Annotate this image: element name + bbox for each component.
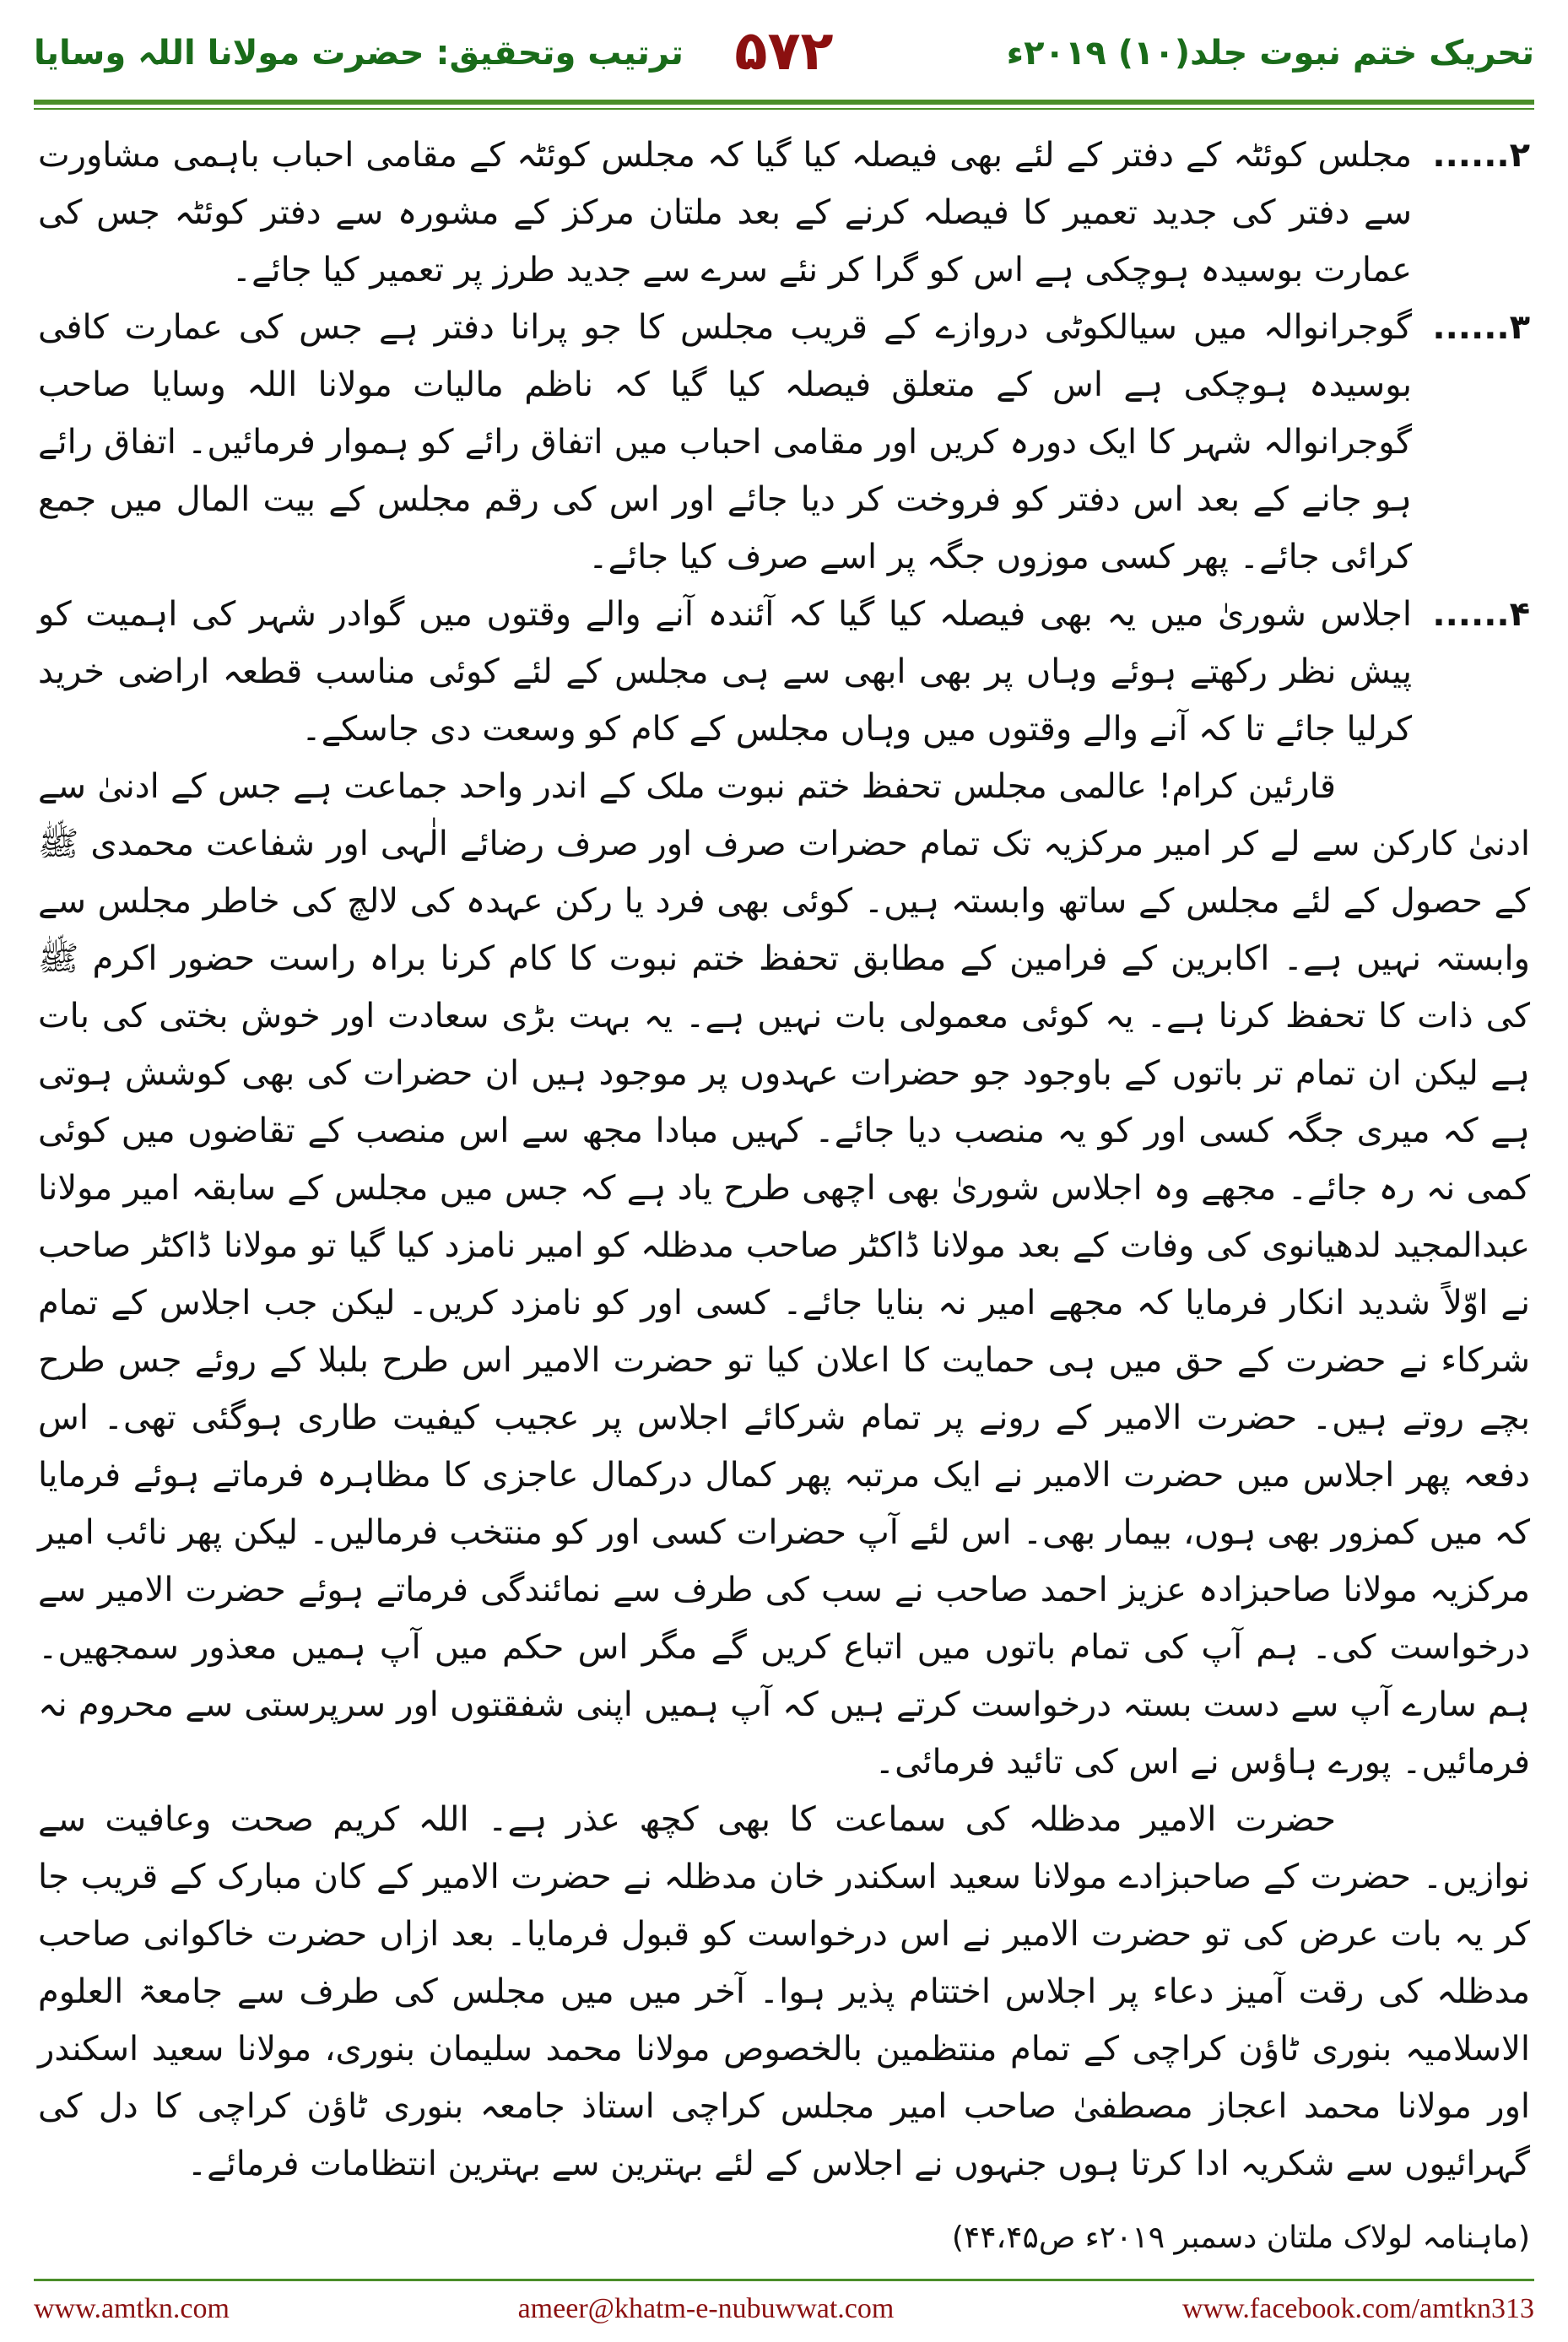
list-item <box>38 127 1530 299</box>
footer-rule <box>34 2279 1534 2281</box>
item-number: ۴...... <box>1432 595 1530 634</box>
page-header <box>34 17 1534 93</box>
header-rule-thin <box>34 108 1534 110</box>
item-text: اجلاس شوریٰ میں یہ بھی فیصلہ کیا گیا کہ آئندہ آنے والے وقتوں میں گوادر شہر کی اہمیت کو پیش نظر رکھتے ہوئے وہاں پر بھی ابھی سے ہی مجلس کے لئے کوئی مناسب قطعہ اراضی خرید کرلیا جائے تا کہ آنے والے وقتوں میں وہاں مجلس کے کام کو وسعت دی جاسکے۔ <box>38 595 1412 749</box>
list-item <box>38 299 1530 586</box>
paragraph: قارئین کرام! عالمی مجلس تحفظ ختم نبوت ملک کے اندر واحد جماعت ہے جس کے ادنیٰ سے ادنیٰ کارکن سے لے کر امیر مرکزیہ تک تمام حضرات صرف اور صرف رضائے الٰہی اور شفاعت محمدی ﷺ کے حصول کے لئے مجلس کے ساتھ وابستہ ہیں۔ کوئی بھی فرد یا رکن عہدہ کی لالچ کی خاطر مجلس سے وابستہ نہیں ہے۔ اکابرین کے فرامین کے مطابق تحفظ ختم نبوت کا کام کرنا براہ راست حضور اکرم ﷺ کی ذات کا تحفظ کرنا ہے۔ یہ کوئی معمولی بات نہیں ہے۔ یہ بہت بڑی سعادت اور خوش بختی کی بات ہے لیکن ان تمام تر باتوں کے باوجود جو حضرات عہدوں پر موجود ہیں ان حضرات کی بھی کوشش ہوتی ہے کہ میری جگہ کسی اور کو یہ منصب دیا جائے۔ کہیں مبادا مجھ سے اس منصب کے تقاضوں میں کوئی کمی نہ رہ جائے۔ مجھے وہ اجلاس شوریٰ بھی اچھی طرح یاد ہے کہ جس میں مجلس کے سابقہ امیر مولانا عبدالمجید لدھیانوی کی وفات کے بعد مولانا ڈاکٹر صاحب مدظلہ کو امیر نامزد کیا گیا تو مولانا ڈاکٹر صاحب نے اوّلاً شدید انکار فرمایا کہ مجھے امیر نہ بنایا جائے۔ کسی اور کو نامزد کریں۔ لیکن جب اجلاس کے تمام شرکاء نے حضرت کے حق میں ہی حمایت کا اعلان کیا تو حضرت الامیر اس طرح بلبلا کے روئے جس طرح بچے روتے ہیں۔ حضرت الامیر کے رونے پر تمام شرکائے اجلاس پر عجیب کیفیت طاری ہوگئی تھی۔ اس دفعہ پھر اجلاس میں حضرت الامیر نے ایک مرتبہ پھر کمال درکمال عاجزی کا مظاہرہ فرماتے ہوئے فرمایا کہ میں کمزور بھی ہوں، بیمار بھی۔ اس لئے آپ حضرات کسی اور کو منتخب فرمالیں۔ لیکن پھر نائب امیر مرکزیہ مولانا صاحبزادہ عزیز احمد صاحب نے سب کی طرف سے نمائندگی فرماتے ہوئے حضرت الامیر سے درخواست کی۔ ہم آپ کی تمام باتوں میں اتباع کریں گے مگر اس حکم میں آپ ہمیں معذور سمجھیں۔ ہم سارے آپ سے دست بستہ درخواست کرتے ہیں کہ آپ ہمیں اپنی شفقتوں اور سرپرستی سے محروم نہ فرمائیں۔ پورے ہاؤس نے اس کی تائید فرمائی۔ <box>38 767 1531 1782</box>
header-rule <box>34 100 1534 105</box>
page-footer <box>34 2292 1534 2326</box>
item-number: ۲...... <box>1432 136 1530 175</box>
page-number: ۵۷۲ <box>734 20 834 83</box>
item-number: ۳...... <box>1432 308 1530 347</box>
item-text: گوجرانوالہ میں سیالکوٹی دروازے کے قریب مجلس کا جو پرانا دفتر ہے جس کی عمارت کافی بوسیدہ ہوچکی ہے اس کے متعلق فیصلہ کیا گیا کہ ناظم مالیات مولانا اللہ وسایا صاحب گوجرانوالہ شہر کا ایک دورہ کریں اور مقامی احباب میں اتفاق رائے کو ہموار فرمائیں۔ اتفاق رائے ہو جانے کے بعد اس دفتر کو فروخت کر دیا جائے اور اس کی رقم مجلس کے بیت المال میں جمع کرائی جائے۔ پھر کسی موزوں جگہ پر اسے صرف کیا جائے۔ <box>38 308 1412 576</box>
item-text: مجلس کوئٹہ کے دفتر کے لئے بھی فیصلہ کیا گیا کہ مجلس کوئٹہ کے مقامی احباب باہمی مشاورت سے دفتر کی جدید تعمیر کا فیصلہ کرنے کے بعد ملتان مرکز کے مشورہ سے دفتر کوئٹہ جس کی عمارت بوسیدہ ہوچکی ہے اس کو گرا کر نئے سرے سے جدید طرز پر تعمیر کیا جائے۔ <box>38 136 1412 289</box>
list-item <box>38 586 1530 758</box>
source-reference: (ماہنامہ لولاک ملتان دسمبر ۲۰۱۹ء ص۴۴،۴۵) <box>951 2220 1530 2255</box>
book-title: تحریک ختم نبوت جلد(۱۰) ۲۰۱۹ء <box>1006 34 1534 73</box>
facebook-link[interactable]: www.facebook.com/amtkn313 <box>1181 2293 1534 2324</box>
compiler-credit: ترتیب وتحقیق: حضرت مولانا اللہ وسایا <box>34 34 684 73</box>
email-link[interactable]: ameer@khatm-e-nubuwwat.com <box>517 2293 895 2324</box>
website-link[interactable]: www.amtkn.com <box>34 2293 230 2324</box>
page-body <box>38 127 1531 2255</box>
paragraph: حضرت الامیر مدظلہ کی سماعت کا بھی کچھ عذر ہے۔ اللہ کریم صحت وعافیت سے نوازیں۔ حضرت کے صاحبزادے مولانا سعید اسکندر خان مدظلہ نے حضرت الامیر کے کان مبارک کے قریب جا کر یہ بات عرض کی تو حضرت الامیر نے اس درخواست کو قبول فرمایا۔ بعد ازاں حضرت خاکوانی صاحب مدظلہ کی رقت آمیز دعاء پر اجلاس اختتام پذیر ہوا۔ آخر میں میں مجلس کی طرف سے جامعۃ العلوم الاسلامیہ بنوری ٹاؤن کراچی کے تمام منتظمین بالخصوص مولانا محمد سلیمان بنوری، مولانا سعید اسکندر اور مولانا محمد اعجاز مصطفیٰ صاحب امیر مجلس کراچی استاذ جامعہ بنوری ٹاؤن کراچی کا دل کی گہرائیوں سے شکریہ ادا کرتا ہوں جنہوں نے اجلاس کے لئے بہترین سے بہترین انتظامات فرمائے۔ <box>38 1800 1530 2183</box>
